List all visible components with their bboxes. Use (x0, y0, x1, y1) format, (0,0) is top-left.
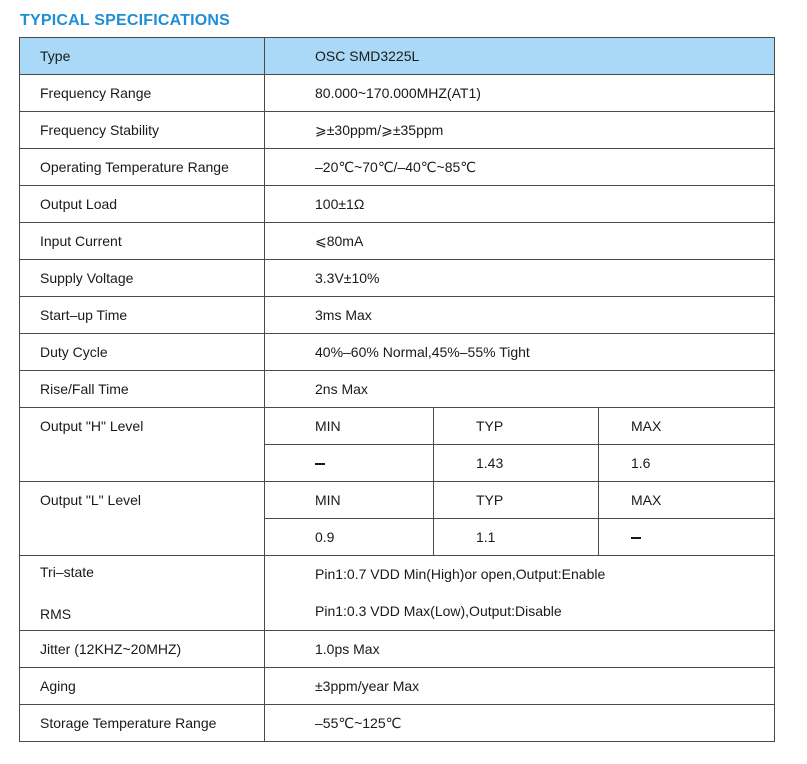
spec-label: Output Load (20, 186, 265, 223)
col-header-typ: TYP (434, 408, 599, 445)
spec-label: Jitter (12KHZ~20MHZ) (20, 631, 265, 668)
spec-value: ⩾±30ppm/⩾±35ppm (265, 112, 775, 149)
spec-label: Input Current (20, 223, 265, 260)
output-l-max-value (599, 519, 775, 556)
dash-mark (315, 463, 325, 465)
table-row (20, 75, 775, 112)
rms-label: RMS (40, 606, 72, 622)
spec-value: 100±1Ω (265, 186, 775, 223)
table-row (20, 297, 775, 334)
spec-label: Duty Cycle (20, 334, 265, 371)
table-header-row (20, 38, 775, 75)
table-row (20, 112, 775, 149)
tristate-label-cell (20, 556, 265, 631)
col-header-max: MAX (599, 482, 775, 519)
col-header-typ: TYP (434, 482, 599, 519)
page-title: TYPICAL SPECIFICATIONS (20, 12, 231, 29)
spec-value: 3.3V±10% (265, 260, 775, 297)
spec-value: OSC SMD3225L (265, 38, 775, 75)
col-header-min: MIN (265, 482, 434, 519)
spec-label: Operating Temperature Range (20, 149, 265, 186)
spec-value: 2ns Max (265, 371, 775, 408)
spec-value: 3ms Max (265, 297, 775, 334)
table-row-output-h-header (20, 408, 775, 445)
spec-value: ±3ppm/year Max (265, 668, 775, 705)
spec-value: 40%–60% Normal,45%–55% Tight (265, 334, 775, 371)
output-h-typ-value: 1.43 (434, 445, 599, 482)
output-h-max-value: 1.6 (599, 445, 775, 482)
table-row (20, 223, 775, 260)
table-row (20, 186, 775, 223)
spec-value: –55℃~125℃ (265, 705, 775, 742)
spec-label: Type (20, 38, 265, 75)
spec-label-output-l: Output "L" Level (20, 482, 265, 556)
col-header-max: MAX (599, 408, 775, 445)
spec-value: ⩽80mA (265, 223, 775, 260)
spec-label: Storage Temperature Range (20, 705, 265, 742)
table-row (20, 149, 775, 186)
table-row (20, 334, 775, 371)
spec-label-output-h: Output "H" Level (20, 408, 265, 482)
tristate-line-enable: Pin1:0.7 VDD Min(High)or open,Output:Enable (315, 566, 606, 582)
spec-label: Frequency Range (20, 75, 265, 112)
output-l-min-value: 0.9 (265, 519, 434, 556)
tristate-label: Tri–state (40, 564, 94, 580)
table-row (20, 260, 775, 297)
spec-label: Rise/Fall Time (20, 371, 265, 408)
tristate-value-cell (265, 556, 775, 631)
table-row (20, 371, 775, 408)
spec-label: Start–up Time (20, 297, 265, 334)
dash-mark (631, 537, 641, 539)
spec-label: Frequency Stability (20, 112, 265, 149)
table-row-tristate (20, 556, 775, 631)
table-row (20, 631, 775, 668)
spec-label: Supply Voltage (20, 260, 265, 297)
spec-value: 80.000~170.000MHZ(AT1) (265, 75, 775, 112)
output-h-min-value (265, 445, 434, 482)
tristate-line-disable: Pin1:0.3 VDD Max(Low),Output:Disable (315, 603, 562, 619)
spec-table (19, 37, 775, 742)
table-row-output-l-header (20, 482, 775, 519)
table-row (20, 705, 775, 742)
spec-value: 1.0ps Max (265, 631, 775, 668)
col-header-min: MIN (265, 408, 434, 445)
table-row (20, 668, 775, 705)
spec-label: Aging (20, 668, 265, 705)
output-l-typ-value: 1.1 (434, 519, 599, 556)
spec-value: –20℃~70℃/–40℃~85℃ (265, 149, 775, 186)
